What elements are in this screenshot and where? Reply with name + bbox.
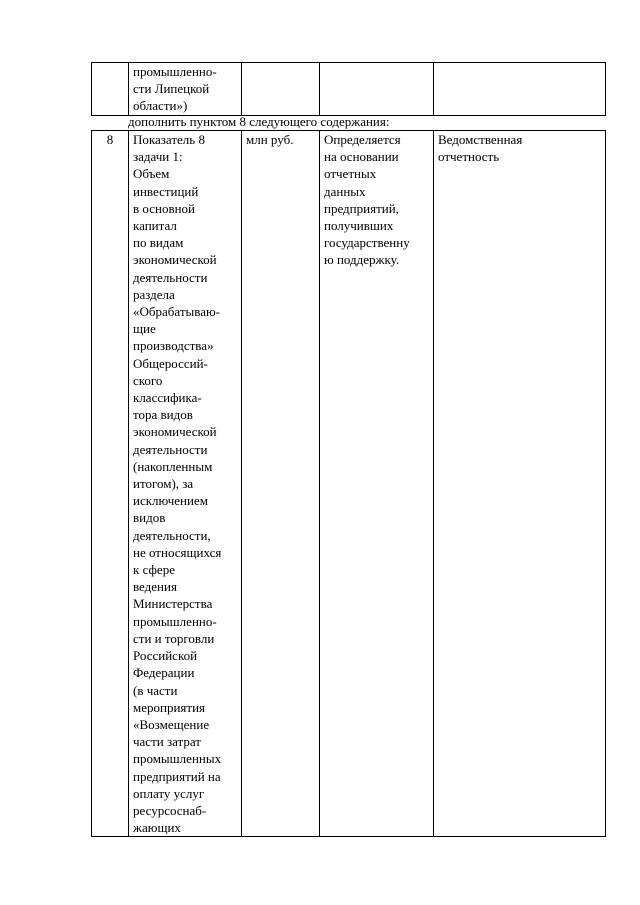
- row-number-cell: [92, 63, 129, 116]
- text-line: Общероссий-: [133, 355, 208, 371]
- text-line: Ведомственная: [438, 132, 523, 147]
- text-line: ского: [133, 372, 163, 388]
- text-line: в основной: [133, 200, 195, 216]
- text-line: данных: [324, 183, 366, 199]
- text-line: капитал: [133, 218, 177, 234]
- text-line: жающих: [133, 820, 181, 836]
- text-line: предприятий на: [133, 768, 221, 784]
- text-line: итогом), за: [133, 476, 194, 492]
- text-line: тора видов: [133, 407, 193, 423]
- text-line: отчетность: [438, 149, 500, 165]
- text-line: ведения: [133, 579, 177, 595]
- indicator-table: [91, 130, 606, 837]
- text-line: деятельности: [133, 441, 208, 457]
- text-line: ю поддержку.: [324, 252, 400, 268]
- unit-cell: [242, 63, 320, 116]
- text-line: Федерации: [133, 665, 195, 681]
- text-line: (в части: [133, 682, 178, 698]
- table-row: [92, 63, 606, 116]
- table-row: [92, 131, 606, 837]
- text-line: государственну: [324, 235, 410, 251]
- indicator-name-cell: [129, 131, 242, 837]
- text-line: промышленных: [133, 751, 222, 767]
- text-line: ресурсоснаб-: [133, 802, 207, 818]
- text-line: «Возмещение: [133, 716, 210, 732]
- text-line: щие: [133, 321, 156, 337]
- text-line: исключением: [133, 493, 208, 509]
- text-line: экономической: [133, 252, 217, 268]
- text-line: к сфере: [133, 562, 175, 578]
- text-line: не относящихся: [133, 544, 222, 560]
- unit-cell: [242, 131, 320, 837]
- continuation-table: [91, 62, 606, 116]
- text-line: «Обрабатываю-: [133, 304, 221, 320]
- text-line: раздела: [133, 286, 175, 302]
- text-line: Объем: [133, 166, 170, 182]
- text-line: на основании: [324, 149, 399, 165]
- text-line: млн руб.: [246, 132, 294, 147]
- text-line: производства»: [133, 338, 214, 354]
- indicator-name-cell: [129, 63, 242, 116]
- text-line: деятельности: [133, 269, 208, 285]
- text-line: деятельности,: [133, 527, 211, 543]
- text-line: мероприятия: [133, 699, 206, 715]
- text-line: видов: [133, 510, 166, 526]
- text-line: оплату услуг: [133, 785, 205, 801]
- text-line: отчетных: [324, 166, 377, 182]
- text-line: получивших: [324, 218, 394, 234]
- text-line: промышленно-: [133, 613, 217, 629]
- text-line: экономической: [133, 424, 217, 440]
- text-line: промышленно-: [133, 64, 217, 79]
- method-cell: [320, 63, 434, 116]
- amendment-instruction: дополнить пунктом 8 следующего содержания:: [128, 114, 390, 129]
- text-line: сти и торговли: [133, 630, 215, 646]
- row-number-cell: 8: [92, 131, 129, 837]
- source-cell: [434, 63, 606, 116]
- text-line: области»): [133, 98, 188, 114]
- text-line: части затрат: [133, 734, 201, 750]
- text-line: Определяется: [324, 132, 401, 147]
- text-line: (накопленным: [133, 458, 213, 474]
- text-line: Министерства: [133, 596, 213, 612]
- text-line: сти Липецкой: [133, 81, 210, 97]
- text-line: Показатель 8: [133, 132, 205, 147]
- text-line: задачи 1:: [133, 149, 183, 165]
- text-line: предприятий,: [324, 200, 399, 216]
- text-line: Российской: [133, 648, 198, 664]
- text-line: по видам: [133, 235, 184, 251]
- text-line: инвестиций: [133, 183, 199, 199]
- method-cell: [320, 131, 434, 837]
- source-cell: [434, 131, 606, 837]
- text-line: классифика-: [133, 390, 202, 406]
